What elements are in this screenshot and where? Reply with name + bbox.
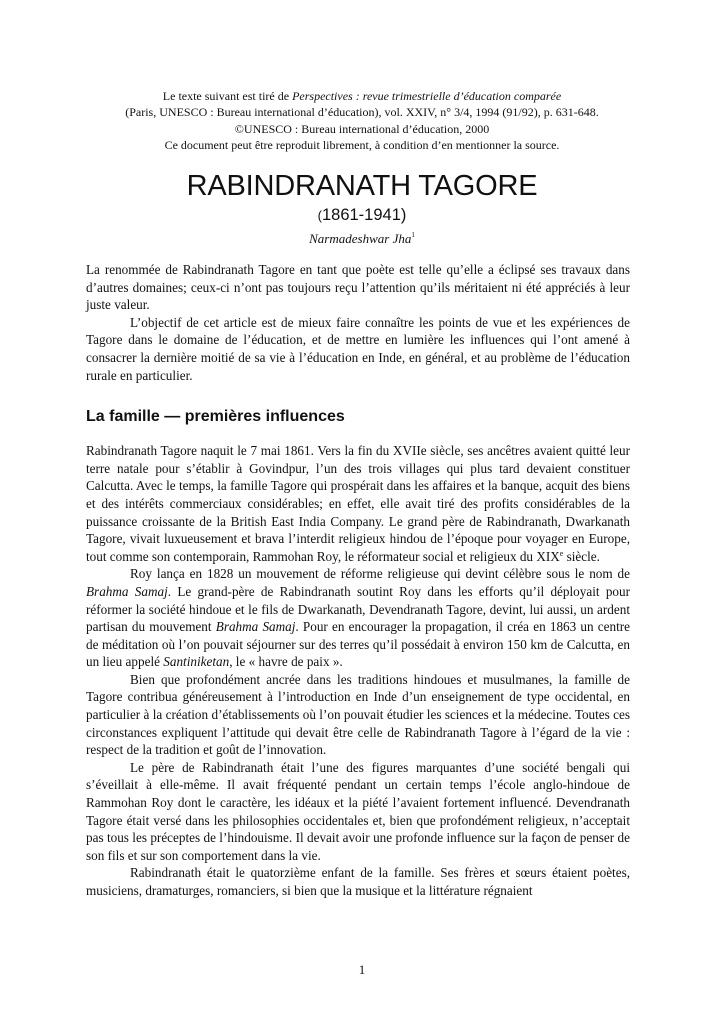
source-header [60, 88, 664, 154]
century-superscript: e [559, 548, 564, 558]
header-line-1: Le texte suivant est tiré de Perspectives : revue trimestrielle d’éducation comparée [162, 89, 562, 103]
section-heading: La famille — premières influences [86, 408, 345, 426]
page-number: 1 [358, 962, 366, 977]
section-paragraph-4: Le père de Rabindranath était l’une des figures marquantes d’une société bengali qui s’éveillait à elle-même. Il avait fréquenté pendant un certain temps l’école anglo-hindoue de Rammohan Roy dont le caractère, les idéaux et la piété l’avaient fortement influencé. Devendranath Tagore était versé dans les philosophies occidentales et, bien que profondément religieux, n’acceptait pas tous les préceptes de l’hindouisme. Il devait avoir une profonde influence sur la façon de penser de son fils et sur son comportement dans la vie. [86, 759, 630, 863]
intro-paragraph-1: La renommée de Rabindranath Tagore en tant que poète est telle qu’elle a éclipsé ses travaux dans d’autres domaines; ceux-ci n’ont pas toujours reçu l’attention qu’ils méritaient ni été appréciés à leur juste valeur. [86, 262, 630, 313]
section-paragraph-2: Roy lança en 1828 un mouvement de réforme religieuse qui devint célèbre sous le nom de Brahma Samaj. Le grand-père de Rabindranath soutint Roy dans les efforts qu’il déployait pour réformer la société hindoue et le fils de Dwarkanath, Devendranath Tagore, devint, lui aussi, un ardent partisan du mouvement Brahma Samaj. Pour en encourager la propagation, il créa en 1863 un centre de méditation où l’on pouvait séjourner sur des terres qu’il possédait à environ 150 km de Calcutta, en un lieu appelé Santiniketan, le « havre de paix ». [86, 566, 631, 670]
header-line-4: Ce document peut être reproduit librement, à condition d’en mentionner la source. [164, 138, 560, 153]
section-paragraph-5: Rabindranath était le quatorzième enfant de la famille. Ses frères et sœurs étaient poètes, musiciens, dramaturges, romanciers, si bien que la musique et la littérature régnaient [86, 865, 630, 898]
author-byline [40, 226, 684, 248]
footnote-marker: 1 [411, 231, 415, 239]
brahma-samaj-term: Brahma Samaj [86, 583, 168, 599]
life-dates: (1861-1941) [317, 206, 407, 224]
santiniketan-term: Santiniketan [163, 654, 230, 670]
intro-paragraph-2: L’objectif de cet article est de mieux faire connaître les points de vue et les expériences de Tagore dans le domaine de l’éducation, et de mettre en lumière les influences qui l’ont amené à consacrer la dernière moitié de sa vie à l’éducation en Inde, en général, et au problème de l’éducation rurale en particulier. [86, 314, 630, 383]
brahma-samaj-term: Brahma Samaj [215, 619, 296, 635]
document-title: RABINDRANATH TAGORE [186, 170, 538, 202]
header-line-2: (Paris, UNESCO : Bureau international d’éducation), vol. XXIV, n° 3/4, 1994 (91/92), p. 631-648. [125, 105, 599, 120]
journal-title: Perspectives : revue trimestrielle d’éducation comparée [292, 89, 562, 103]
author-name: Narmadeshwar Jha [309, 231, 412, 246]
article-body [86, 261, 630, 900]
header-line-3: ©UNESCO : Bureau international d’éducation, 2000 [234, 121, 490, 136]
section-paragraph-1: Rabindranath Tagore naquit le 7 mai 1861. Vers la fin du XVIIe siècle, ses ancêtres avaient quitté leur terre natale pour s’établir à Govindpur, l’un des trois villages qui plus tard devaient constituer Calcutta. Avec le temps, la famille Tagore qui prospérait dans les affaires et la banque, acquit des biens et des intérêts commerciaux considérables; en effet, elle avait tiré des profits considérables de la puissance croissante de la British East India Company. Le grand père de Rabindranath, Dwarkanath Tagore, vivait luxueusement et brava l’interdit religieux hindou de l’époque pour voyager en Europe, tout comme son contemporain, Rammohan Roy, le réformateur social et religieux du XIXe siècle. [86, 443, 630, 564]
section-paragraph-3: Bien que profondément ancrée dans les traditions hindoues et musulmanes, la famille de Tagore contribua généreusement à l’introduction en Inde d’un enseignement de type occidental, en particulier à la création d’établissements où l’on pouvait étudier les sciences et la médecine. Toutes ces circonstances expliquent l’attitude qui devait être celle de Rabindranath Tagore à l’égard de la vie : respect de la tradition et goût de l’innovation. [86, 671, 630, 758]
